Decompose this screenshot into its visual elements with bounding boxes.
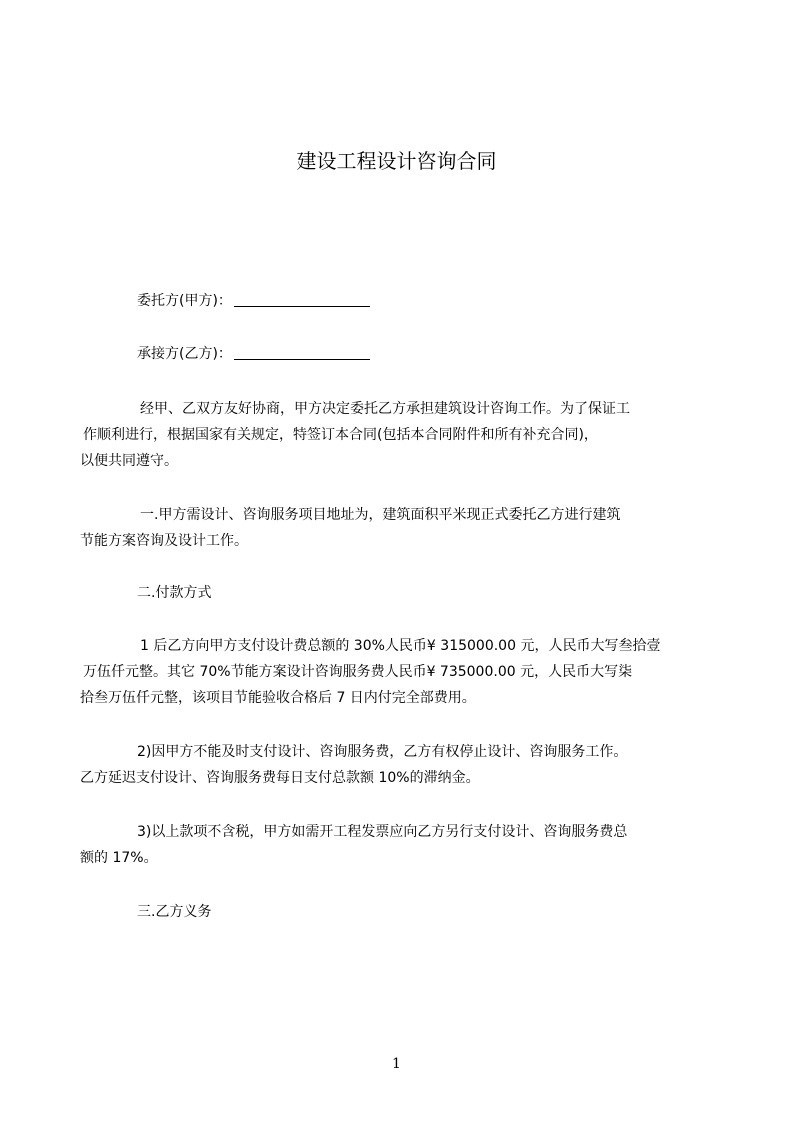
- payment2-line-1: 2)因甲方不能及时支付设计、咨询服务费，乙方有权停止设计、咨询服务工作。: [137, 744, 628, 760]
- section2-heading: 二.付款方式: [137, 585, 212, 601]
- section1-line-2: 节能方案咨询及设计工作。: [80, 533, 248, 549]
- payment2-line-2: 乙方延迟支付设计、咨询服务费每日支付总款额 10%的滞纳金。: [80, 770, 480, 786]
- section3-heading: 三.乙方义务: [137, 904, 212, 920]
- section1-line-1: 一.甲方需设计、咨询服务项目地址为，建筑面积平米现正式委托乙方进行建筑: [140, 507, 621, 523]
- party-a-label: 委托方(甲方)：: [137, 293, 232, 309]
- payment1-line-3: 拾叁万伍仟元整，该项目节能验收合格后 7 日内付完全部费用。: [80, 690, 476, 706]
- party-b-label: 承接方(乙方)：: [137, 346, 232, 362]
- payment1-line-2: 万伍仟元整。其它 70%节能方案设计咨询服务费人民币¥ 735000.00 元，人民币大写柒: [83, 664, 633, 680]
- intro-line-3: 以便共同遵守。: [80, 453, 178, 469]
- payment3-line-2: 额的 17%。: [80, 850, 158, 866]
- payment3-line-1: 3)以上款项不含税，甲方如需开工程发票应向乙方另行支付设计、咨询服务费总: [137, 824, 628, 840]
- intro-line-2: 作顺利进行，根据国家有关规定，特签订本合同(包括本合同附件和所有补充合同)，: [83, 427, 598, 443]
- payment1-line-1: 1 后乙方向甲方支付设计费总额的 30%人民币¥ 315000.00 元，人民币大写叁拾壹: [140, 638, 661, 654]
- page-number: 1: [392, 1056, 401, 1072]
- document-title: 建设工程设计咨询合同: [296, 149, 497, 173]
- intro-line-1: 经甲、乙双方友好协商，甲方决定委托乙方承担建筑设计咨询工作。为了保证工: [140, 401, 630, 417]
